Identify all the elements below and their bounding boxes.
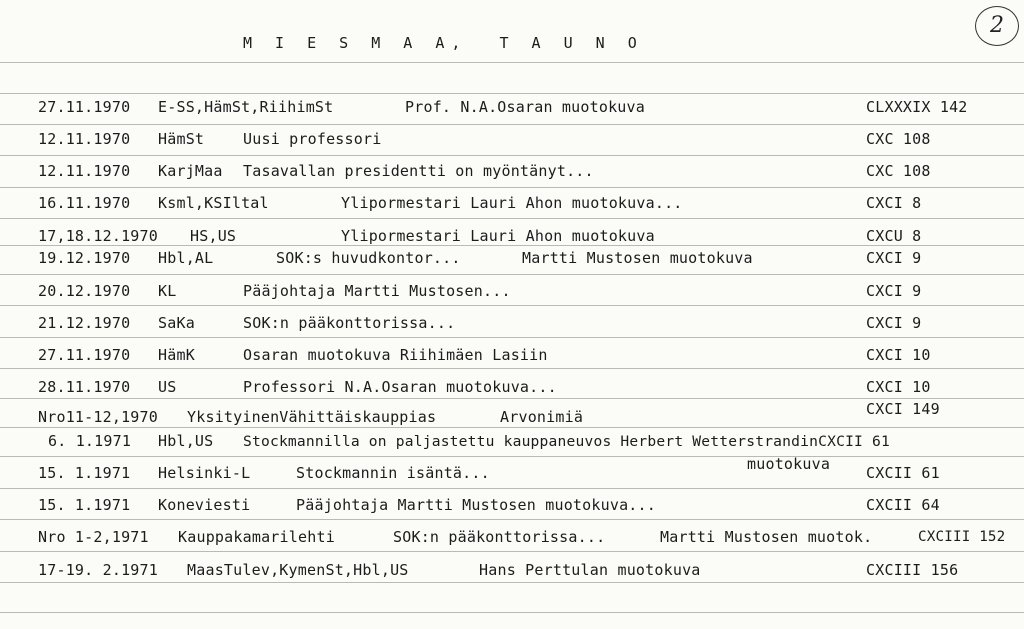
- entry-title: SOK:n pääkonttorissa...: [393, 528, 606, 546]
- entry-source: Hbl,AL: [158, 249, 214, 267]
- entry-title: SOK:n pääkonttorissa...: [243, 314, 456, 332]
- entry-date: 17-19. 2.1971: [38, 561, 158, 579]
- entry-date: 12.11.1970: [38, 130, 131, 148]
- entry-title: Stockmannilla on paljastettu kauppaneuvos Herbert WetterstrandinCXCII 61: [243, 433, 891, 450]
- entry-date: 15. 1.1971: [38, 464, 131, 482]
- entry-ref: CLXXXIX 142: [866, 98, 968, 116]
- entry-title-secondary: Martti Mustosen muotok.: [660, 528, 873, 546]
- entry-date: 27.11.1970: [38, 98, 131, 116]
- entry-date: Nro 1-2,1971: [38, 528, 149, 546]
- entry-source: Hbl,US: [158, 432, 214, 450]
- rule-line: [0, 456, 1024, 457]
- entry-ref: CXCU 8: [866, 227, 922, 245]
- entry-source: Ksml,KSIltal: [158, 194, 269, 212]
- entry-ref: CXC 108: [866, 162, 931, 180]
- entry-ref: CXCI 9: [866, 282, 922, 300]
- rule-line: [0, 519, 1024, 520]
- entry-source: US: [158, 378, 177, 396]
- entry-date: 12.11.1970: [38, 162, 131, 180]
- entry-date: Nro11-12,1970: [38, 408, 158, 426]
- rule-line: [0, 245, 1024, 246]
- rule-line: [0, 612, 1024, 613]
- entry-title-secondary: muotokuva: [747, 455, 831, 473]
- entry-title: Tasavallan presidentti on myöntänyt...: [243, 162, 594, 180]
- entry-date: 16.11.1970: [38, 194, 131, 212]
- entry-title: Pääjohtaja Martti Mustosen muotokuva...: [296, 496, 656, 514]
- entry-source: MaasTulev,KymenSt,Hbl,US: [187, 561, 409, 579]
- entry-title: SOK:s huvudkontor...: [276, 249, 461, 267]
- rule-line: [0, 124, 1024, 125]
- entry-source: Koneviesti: [158, 496, 251, 514]
- entry-source: HämSt: [158, 130, 205, 148]
- entry-title: Pääjohtaja Martti Mustosen...: [243, 282, 511, 300]
- rule-line: [0, 218, 1024, 219]
- entry-date: 21.12.1970: [38, 314, 131, 332]
- entry-date: 19.12.1970: [38, 249, 131, 267]
- rule-line: [0, 582, 1024, 583]
- card-title: M I E S M A A, T A U N O: [243, 34, 644, 52]
- entry-ref: CXCI 10: [866, 346, 931, 364]
- rule-line: [0, 551, 1024, 552]
- entry-title: Stockmannin isäntä...: [296, 464, 490, 482]
- rule-line: [0, 155, 1024, 156]
- entry-title: Prof. N.A.Osaran muotokuva: [405, 98, 645, 116]
- entry-title: Ylipormestari Lauri Ahon muotokuva: [341, 227, 655, 245]
- rule-line: [0, 337, 1024, 338]
- entry-ref: CXCI 8: [866, 194, 922, 212]
- entry-source: KarjMaa: [158, 162, 223, 180]
- entry-source: Helsinki-L: [158, 464, 251, 482]
- entry-ref: CXCIII 152: [918, 529, 1006, 545]
- entry-source: KL: [158, 282, 177, 300]
- entry-source: HämK: [158, 346, 195, 364]
- entry-date: 6. 1.1971: [48, 432, 132, 450]
- entry-date: 17,18.12.1970: [38, 227, 158, 245]
- page-number-circled: 2: [975, 6, 1019, 46]
- rule-line: [0, 62, 1024, 63]
- entry-ref: CXCI 149: [866, 400, 940, 418]
- entry-title: Arvonimiä: [500, 408, 584, 426]
- entry-ref: CXC 108: [866, 130, 931, 148]
- entry-date: 20.12.1970: [38, 282, 131, 300]
- entry-title: Uusi professori: [243, 130, 382, 148]
- entry-title-secondary: Martti Mustosen muotokuva: [522, 249, 753, 267]
- entry-title: Osaran muotokuva Riihimäen Lasiin: [243, 346, 548, 364]
- rule-line: [0, 274, 1024, 275]
- entry-source: YksityinenVähittäiskauppias: [187, 408, 437, 426]
- rule-line: [0, 187, 1024, 188]
- entry-title: Ylipormestari Lauri Ahon muotokuva...: [341, 194, 683, 212]
- rule-line: [0, 305, 1024, 306]
- entry-source: HS,US: [190, 227, 237, 245]
- entry-source: E-SS,HämSt,RiihimSt: [158, 98, 334, 116]
- rule-line: [0, 488, 1024, 489]
- entry-date: 28.11.1970: [38, 378, 131, 396]
- entry-ref: CXCI 9: [866, 249, 922, 267]
- entry-ref: CXCII 61: [866, 464, 940, 482]
- entry-title: Professori N.A.Osaran muotokuva...: [243, 378, 557, 396]
- entry-ref: CXCII 64: [866, 496, 940, 514]
- entry-date: 27.11.1970: [38, 346, 131, 364]
- rule-line: [0, 398, 1024, 399]
- entry-title: Hans Perttulan muotokuva: [479, 561, 701, 579]
- entry-ref: CXCI 10: [866, 378, 931, 396]
- rule-line: [0, 93, 1024, 94]
- entry-source: SaKa: [158, 314, 195, 332]
- entry-date: 15. 1.1971: [38, 496, 131, 514]
- rule-line: [0, 368, 1024, 369]
- rule-line: [0, 427, 1024, 428]
- entry-ref: CXCI 9: [866, 314, 922, 332]
- entry-source: Kauppakamarilehti: [178, 528, 335, 546]
- entry-ref: CXCIII 156: [866, 561, 959, 579]
